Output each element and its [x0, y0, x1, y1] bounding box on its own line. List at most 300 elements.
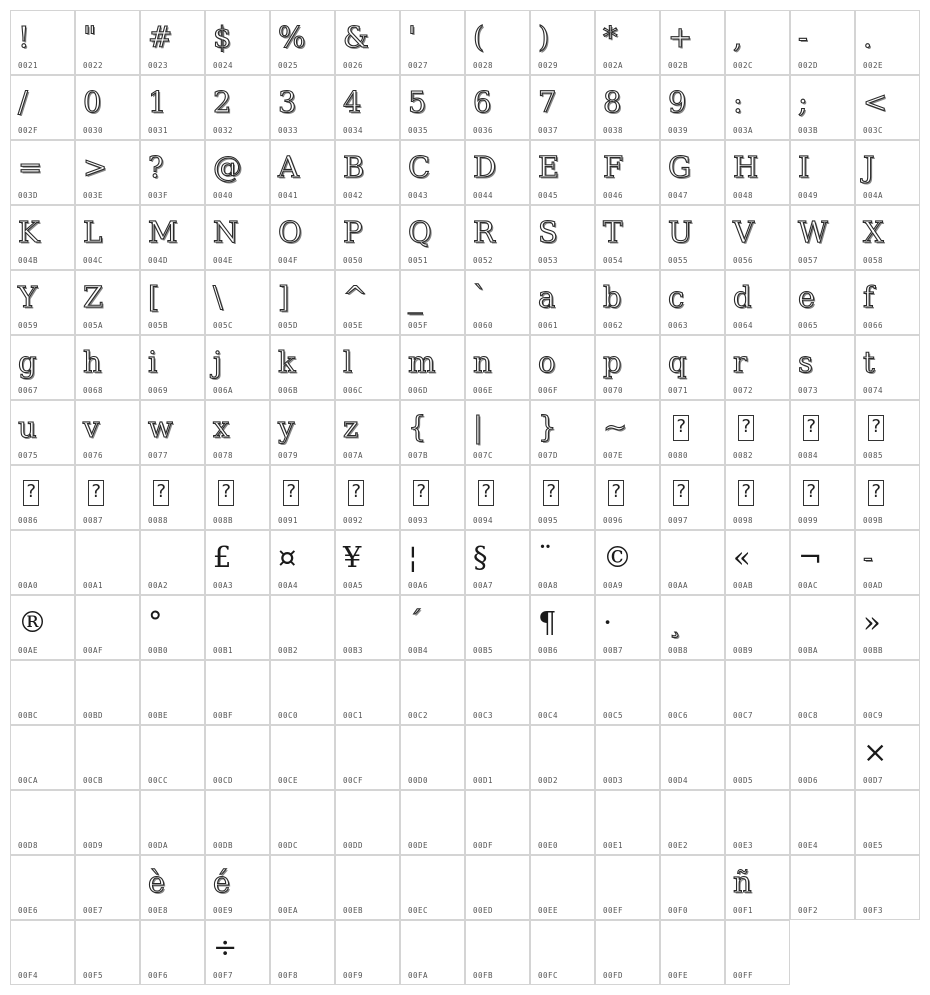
glyph-cell [270, 270, 335, 335]
glyph-sample: § [473, 540, 488, 574]
codepoint-label: 0091 [278, 516, 299, 525]
glyph-sample: X [863, 215, 884, 249]
codepoint-label: 0071 [668, 386, 689, 395]
glyph-sample: & [343, 20, 369, 54]
glyph-sample: ) [538, 20, 550, 54]
codepoint-label: 0067 [18, 386, 39, 395]
codepoint-label: 0076 [83, 451, 104, 460]
glyph-sample: ¬ [798, 540, 823, 574]
missing-glyph-box: ? [738, 415, 754, 441]
codepoint-label: 0096 [603, 516, 624, 525]
glyph-cell [530, 75, 595, 140]
glyph-cell [465, 595, 530, 660]
codepoint-label: 0023 [148, 61, 169, 70]
glyph-cell [75, 660, 140, 725]
glyph-cell [660, 75, 725, 140]
glyph-sample: { [408, 410, 427, 444]
glyph-cell [140, 920, 205, 985]
glyph-sample: x [213, 410, 230, 444]
codepoint-label: 0046 [603, 191, 624, 200]
glyph-sample: [ [148, 280, 160, 314]
glyph-cell [530, 335, 595, 400]
glyph-sample: # [148, 20, 173, 54]
glyph-cell [270, 465, 335, 530]
glyph-sample: - [863, 540, 873, 574]
glyph-cell [205, 595, 270, 660]
codepoint-label: 00CE [278, 776, 299, 785]
glyph-sample: - [798, 20, 808, 54]
glyph-cell [660, 920, 725, 985]
glyph-cell [400, 205, 465, 270]
glyph-sample: 7 [538, 85, 557, 119]
glyph-cell [595, 920, 660, 985]
codepoint-label: 00FC [538, 971, 559, 980]
glyph-cell [595, 205, 660, 270]
glyph-sample: _ [408, 280, 423, 314]
codepoint-label: 00F3 [863, 906, 884, 915]
codepoint-label: 00C2 [408, 711, 429, 720]
codepoint-label: 0040 [213, 191, 234, 200]
glyph-cell [530, 270, 595, 335]
glyph-cell [725, 920, 790, 985]
codepoint-label: 0044 [473, 191, 494, 200]
glyph-cell [10, 920, 75, 985]
codepoint-label: 0093 [408, 516, 429, 525]
codepoint-label: 002D [798, 61, 819, 70]
codepoint-label: 006D [408, 386, 429, 395]
codepoint-label: 0098 [733, 516, 754, 525]
glyph-cell [725, 530, 790, 595]
codepoint-label: 00C7 [733, 711, 754, 720]
codepoint-label: 00A5 [343, 581, 364, 590]
glyph-sample: h [83, 345, 102, 379]
glyph-sample: j [213, 345, 222, 379]
glyph-cell [465, 75, 530, 140]
codepoint-label: 0097 [668, 516, 689, 525]
codepoint-label: 00DF [473, 841, 494, 850]
codepoint-label: 00BA [798, 646, 819, 655]
glyph-sample: m [408, 345, 436, 379]
glyph-cell [205, 140, 270, 205]
glyph-sample: 9 [668, 85, 687, 119]
glyph-cell [400, 335, 465, 400]
glyph-sample: b [603, 280, 622, 314]
glyph-cell [270, 595, 335, 660]
codepoint-label: 0064 [733, 321, 754, 330]
glyph-cell [530, 205, 595, 270]
codepoint-label: 0034 [343, 126, 364, 135]
glyph-cell [530, 530, 595, 595]
codepoint-label: 00EE [538, 906, 559, 915]
glyph-cell [465, 270, 530, 335]
glyph-sample: p [603, 345, 622, 379]
glyph-cell [855, 595, 920, 660]
codepoint-label: 00EA [278, 906, 299, 915]
glyph-cell [595, 790, 660, 855]
glyph-cell [725, 205, 790, 270]
codepoint-label: 00DB [213, 841, 234, 850]
glyph-cell [660, 205, 725, 270]
glyph-cell [140, 465, 205, 530]
codepoint-label: 0099 [798, 516, 819, 525]
glyph-cell [140, 400, 205, 465]
glyph-cell [725, 140, 790, 205]
codepoint-label: 003D [18, 191, 39, 200]
codepoint-label: 0060 [473, 321, 494, 330]
glyph-cell [465, 335, 530, 400]
codepoint-label: 003E [83, 191, 104, 200]
codepoint-label: 003B [798, 126, 819, 135]
codepoint-label: 009B [863, 516, 884, 525]
glyph-cell [335, 855, 400, 920]
codepoint-label: 007B [408, 451, 429, 460]
glyph-cell [595, 335, 660, 400]
codepoint-label: 00B2 [278, 646, 299, 655]
glyph-cell [140, 790, 205, 855]
glyph-cell [465, 10, 530, 75]
codepoint-label: 0029 [538, 61, 559, 70]
codepoint-label: 00BD [83, 711, 104, 720]
codepoint-label: 0026 [343, 61, 364, 70]
glyph-cell [660, 400, 725, 465]
glyph-sample: l [343, 345, 353, 379]
glyph-cell [400, 465, 465, 530]
glyph-cell [595, 140, 660, 205]
codepoint-label: 0048 [733, 191, 754, 200]
codepoint-label: 004E [213, 256, 234, 265]
glyph-cell [75, 75, 140, 140]
glyph-sample: / [18, 85, 28, 119]
glyph-sample: \ [213, 280, 223, 314]
glyph-cell [530, 140, 595, 205]
glyph-cell [205, 10, 270, 75]
glyph-cell [335, 140, 400, 205]
codepoint-label: 00B5 [473, 646, 494, 655]
codepoint-label: 00D5 [733, 776, 754, 785]
codepoint-label: 00C9 [863, 711, 884, 720]
glyph-cell [855, 725, 920, 790]
codepoint-label: 00A0 [18, 581, 39, 590]
glyph-sample: a [538, 280, 556, 314]
glyph-sample: = [18, 150, 43, 184]
glyph-cell [205, 205, 270, 270]
codepoint-label: 00C6 [668, 711, 689, 720]
glyph-cell [10, 725, 75, 790]
glyph-cell [400, 10, 465, 75]
glyph-cell [205, 465, 270, 530]
glyph-cell [75, 335, 140, 400]
glyph-cell [10, 270, 75, 335]
glyph-cell [140, 205, 205, 270]
codepoint-label: 00A7 [473, 581, 494, 590]
glyph-cell [10, 530, 75, 595]
codepoint-label: 00B8 [668, 646, 689, 655]
codepoint-label: 0066 [863, 321, 884, 330]
glyph-sample: % [278, 20, 306, 54]
codepoint-label: 0068 [83, 386, 104, 395]
codepoint-label: 0085 [863, 451, 884, 460]
glyph-sample: · [603, 605, 613, 639]
codepoint-label: 0031 [148, 126, 169, 135]
codepoint-label: 00A3 [213, 581, 234, 590]
missing-glyph-box: ? [673, 415, 689, 441]
glyph-sample: v [83, 410, 100, 444]
codepoint-label: 0055 [668, 256, 689, 265]
glyph-cell [75, 920, 140, 985]
codepoint-label: 00CB [83, 776, 104, 785]
glyph-cell [855, 140, 920, 205]
glyph-cell [530, 660, 595, 725]
missing-glyph-box: ? [348, 480, 364, 506]
glyph-cell [725, 595, 790, 660]
glyph-cell [335, 595, 400, 660]
glyph-sample: S [538, 215, 558, 249]
glyph-cell [400, 660, 465, 725]
glyph-cell [465, 855, 530, 920]
glyph-sample: © [603, 540, 632, 574]
glyph-cell [400, 855, 465, 920]
glyph-cell [660, 660, 725, 725]
codepoint-label: 008B [213, 516, 234, 525]
glyph-cell [465, 725, 530, 790]
glyph-cell [790, 855, 855, 920]
codepoint-label: 00AA [668, 581, 689, 590]
glyph-sample: > [83, 150, 108, 184]
glyph-cell [790, 660, 855, 725]
glyph-sample: P [343, 215, 363, 249]
missing-glyph-box: ? [88, 480, 104, 506]
codepoint-label: 0077 [148, 451, 169, 460]
codepoint-label: 002C [733, 61, 754, 70]
glyph-cell [400, 595, 465, 660]
glyph-cell [530, 920, 595, 985]
glyph-cell [140, 595, 205, 660]
codepoint-label: 00EC [408, 906, 429, 915]
codepoint-label: 006A [213, 386, 234, 395]
codepoint-label: 0092 [343, 516, 364, 525]
codepoint-label: 00C0 [278, 711, 299, 720]
glyph-cell [335, 205, 400, 270]
glyph-cell [270, 920, 335, 985]
codepoint-label: 00E7 [83, 906, 104, 915]
codepoint-label: 005C [213, 321, 234, 330]
glyph-sample: » [863, 605, 881, 639]
glyph-sample: 4 [343, 85, 362, 119]
glyph-cell [855, 855, 920, 920]
glyph-cell [75, 855, 140, 920]
codepoint-label: 00AF [83, 646, 104, 655]
glyph-cell [140, 855, 205, 920]
glyph-sample: ´ [408, 605, 423, 639]
codepoint-label: 00DE [408, 841, 429, 850]
glyph-sample: f [863, 280, 874, 314]
codepoint-label: 0073 [798, 386, 819, 395]
glyph-cell [660, 465, 725, 530]
glyph-cell [595, 465, 660, 530]
glyph-cell [465, 205, 530, 270]
codepoint-label: 0024 [213, 61, 234, 70]
codepoint-label: 00FD [603, 971, 624, 980]
glyph-cell [660, 140, 725, 205]
glyph-grid [10, 10, 920, 985]
glyph-cell [530, 595, 595, 660]
glyph-cell [465, 140, 530, 205]
glyph-cell [530, 790, 595, 855]
glyph-sample: " [83, 20, 97, 54]
codepoint-label: 006B [278, 386, 299, 395]
glyph-cell [790, 270, 855, 335]
glyph-cell [595, 660, 660, 725]
codepoint-label: 0042 [343, 191, 364, 200]
glyph-cell [465, 465, 530, 530]
glyph-sample: s [798, 345, 813, 379]
codepoint-label: 0036 [473, 126, 494, 135]
glyph-cell [140, 530, 205, 595]
codepoint-label: 0043 [408, 191, 429, 200]
glyph-sample: £ [213, 540, 232, 574]
glyph-cell [140, 725, 205, 790]
glyph-sample: ] [278, 280, 290, 314]
codepoint-label: 00E8 [148, 906, 169, 915]
glyph-cell [465, 790, 530, 855]
glyph-cell [465, 400, 530, 465]
codepoint-label: 005F [408, 321, 429, 330]
glyph-cell [205, 855, 270, 920]
codepoint-label: 00A6 [408, 581, 429, 590]
glyph-cell [335, 10, 400, 75]
glyph-cell [660, 725, 725, 790]
glyph-cell [660, 335, 725, 400]
glyph-cell [10, 660, 75, 725]
glyph-sample: W [798, 215, 828, 249]
glyph-sample: 1 [148, 85, 167, 119]
codepoint-label: 00DA [148, 841, 169, 850]
glyph-sample: A [278, 150, 299, 184]
glyph-sample: ¨ [538, 540, 553, 574]
codepoint-label: 004F [278, 256, 299, 265]
missing-glyph-box: ? [543, 480, 559, 506]
codepoint-label: 0087 [83, 516, 104, 525]
missing-glyph-box: ? [803, 415, 819, 441]
glyph-sample: } [538, 410, 557, 444]
codepoint-label: 00D9 [83, 841, 104, 850]
codepoint-label: 0052 [473, 256, 494, 265]
glyph-cell [855, 790, 920, 855]
codepoint-label: 0049 [798, 191, 819, 200]
codepoint-label: 00E2 [668, 841, 689, 850]
missing-glyph-box: ? [218, 480, 234, 506]
glyph-cell [595, 270, 660, 335]
glyph-cell [725, 725, 790, 790]
glyph-sample: + [668, 20, 693, 54]
glyph-cell [205, 660, 270, 725]
glyph-cell [75, 400, 140, 465]
codepoint-label: 00CA [18, 776, 39, 785]
glyph-sample: n [473, 345, 492, 379]
codepoint-label: 00F8 [278, 971, 299, 980]
glyph-cell [790, 335, 855, 400]
codepoint-label: 00BF [213, 711, 234, 720]
codepoint-label: 00BE [148, 711, 169, 720]
codepoint-label: 0062 [603, 321, 624, 330]
glyph-cell [595, 400, 660, 465]
glyph-cell [595, 855, 660, 920]
glyph-sample: M [148, 215, 178, 249]
codepoint-label: 00D2 [538, 776, 559, 785]
codepoint-label: 00E3 [733, 841, 754, 850]
codepoint-label: 0039 [668, 126, 689, 135]
glyph-cell [400, 270, 465, 335]
codepoint-label: 00ED [473, 906, 494, 915]
glyph-sample: 8 [603, 85, 622, 119]
missing-glyph-box: ? [608, 480, 624, 506]
glyph-cell [530, 10, 595, 75]
codepoint-label: 0050 [343, 256, 364, 265]
codepoint-label: 0069 [148, 386, 169, 395]
glyph-sample: ' [408, 20, 416, 54]
codepoint-label: 0070 [603, 386, 624, 395]
codepoint-label: 0037 [538, 126, 559, 135]
codepoint-label: 00CC [148, 776, 169, 785]
glyph-cell [270, 530, 335, 595]
codepoint-label: 004A [863, 191, 884, 200]
glyph-cell [205, 790, 270, 855]
glyph-cell [10, 10, 75, 75]
glyph-sample: | [473, 410, 483, 444]
glyph-cell [10, 75, 75, 140]
codepoint-label: 00D6 [798, 776, 819, 785]
codepoint-label: 00E0 [538, 841, 559, 850]
glyph-cell [400, 725, 465, 790]
glyph-cell [270, 140, 335, 205]
codepoint-label: 00A1 [83, 581, 104, 590]
glyph-cell [660, 595, 725, 660]
codepoint-label: 00A2 [148, 581, 169, 590]
codepoint-label: 00F9 [343, 971, 364, 980]
glyph-cell [335, 530, 400, 595]
glyph-cell [75, 790, 140, 855]
glyph-sample: é [213, 865, 231, 899]
glyph-cell [10, 595, 75, 660]
glyph-cell [205, 75, 270, 140]
glyph-sample: < [863, 85, 888, 119]
glyph-cell [400, 790, 465, 855]
glyph-cell [790, 595, 855, 660]
glyph-cell [270, 855, 335, 920]
glyph-cell [75, 725, 140, 790]
glyph-cell [270, 790, 335, 855]
codepoint-label: 0094 [473, 516, 494, 525]
glyph-sample: G [668, 150, 692, 184]
glyph-cell [660, 270, 725, 335]
codepoint-label: 00B6 [538, 646, 559, 655]
codepoint-label: 0051 [408, 256, 429, 265]
glyph-cell [140, 75, 205, 140]
glyph-cell [10, 465, 75, 530]
glyph-sample: z [343, 410, 359, 444]
glyph-cell [725, 790, 790, 855]
codepoint-label: 002A [603, 61, 624, 70]
glyph-sample: o [538, 345, 556, 379]
codepoint-label: 0080 [668, 451, 689, 460]
codepoint-label: 00FB [473, 971, 494, 980]
codepoint-label: 00EB [343, 906, 364, 915]
codepoint-label: 00B0 [148, 646, 169, 655]
glyph-cell [75, 140, 140, 205]
glyph-cell [270, 660, 335, 725]
glyph-sample: Z [83, 280, 104, 314]
glyph-cell [10, 400, 75, 465]
